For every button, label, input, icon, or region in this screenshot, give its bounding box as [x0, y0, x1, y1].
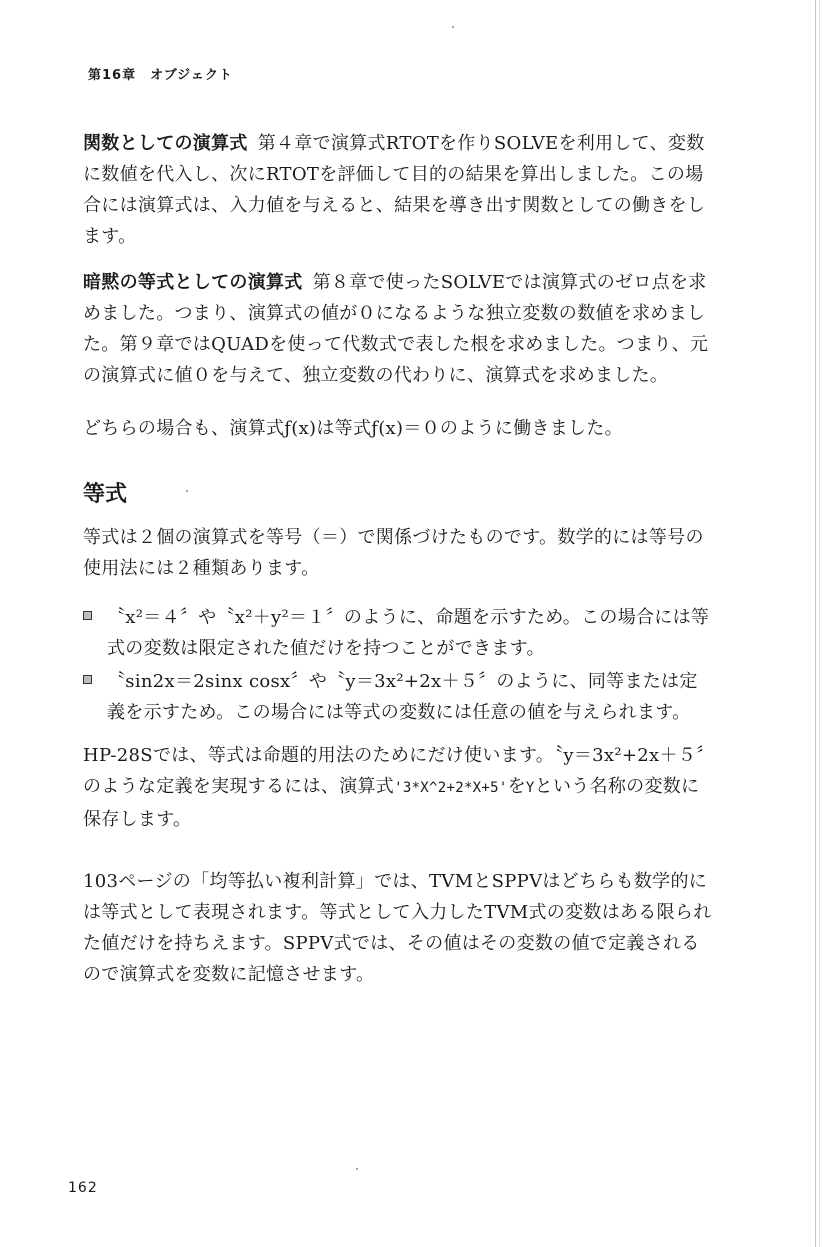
page-edge-line [819, 0, 820, 1247]
list-item-text: 〝sin2x＝2sinx cosx〞や〝y＝3x²+2x＋５〞のように、同等または定義を示すため。この場合には等式の変数には任意の値を与えられます。 [107, 671, 698, 723]
bullet-square-icon [83, 675, 92, 684]
paragraph-text: 第４章で演算式RTOTを作りSOLVEを利用して、変数に数値を代入し、次にRTOTを評価して目的の結果を算出しました。この場合には演算式は、入力値を与えると、結果を導き出す関数としての働きをします。 [83, 133, 706, 247]
paragraph-text: 第８章で使ったSOLVEでは演算式のゼロ点を求めました。つまり、演算式の値が０になるような独立変数の数値を求めました。第９章ではQUADを使って代数式で表した根を求めました。つまり、元の演算式に値０を与えて、独立変数の代わりに、演算式を求めました。 [83, 272, 709, 386]
page-number: 162 [68, 1180, 98, 1196]
list-item-text: 〝x²＝４〞や〝x²＋y²＝１〞のように、命題を示すため。この場合には等式の変数は限定された値だけを持つことができます。 [107, 607, 710, 659]
code-expression: '3*X^2+2*X+5' [394, 780, 508, 796]
code-variable: Y [525, 780, 535, 796]
paragraph-text: 103ページの「均等払い複利計算」では、TVMとSPPVはどちらも数学的には等式として表現されます。等式として入力したTVM式の変数はある限られた値だけを持ちえます。SPPV式では、その値はその変数の値で定義されるので演算式を変数に記憶させます。 [83, 871, 712, 985]
paragraph-summary [83, 413, 713, 444]
running-head: 第16章 オブジェクト [88, 68, 233, 83]
scan-speck [452, 26, 454, 28]
paragraph-text: 等式は２個の演算式を等号（＝）で関係づけたものです。数学的には等号の使用法には２種類あります。 [83, 527, 704, 579]
paragraph-implicit-equation [83, 267, 713, 391]
paragraph-function-expression [83, 128, 713, 252]
paragraph-text: どちらの場合も、演算式ƒ(x)は等式ƒ(x)＝０のように働きました。 [83, 418, 623, 439]
list-item [83, 666, 713, 728]
paragraph-equation-intro [83, 522, 713, 584]
bullet-square-icon [83, 611, 92, 620]
scan-speck [186, 490, 188, 492]
scan-speck [356, 1168, 358, 1170]
list-item [83, 602, 713, 664]
page-edge-line [815, 0, 816, 1247]
paragraph-tvm-sppv [83, 866, 713, 990]
section-heading: 等式 [83, 482, 128, 507]
paragraph-hp28s-usage [83, 740, 713, 835]
paragraph-lead: 暗黙の等式としての演算式 [83, 272, 303, 293]
paragraph-text: HP-28Sでは、等式は命題的用法のためにだけ使います。〝y＝3x²+2x＋５〞のような定義を実現するには、演算式 [83, 745, 706, 797]
bullet-list [83, 602, 713, 730]
paragraph-lead: 関数としての演算式 [83, 133, 248, 154]
paragraph-text: を [507, 776, 526, 797]
paragraph-text: という名称の変数に保存します。 [83, 776, 700, 830]
